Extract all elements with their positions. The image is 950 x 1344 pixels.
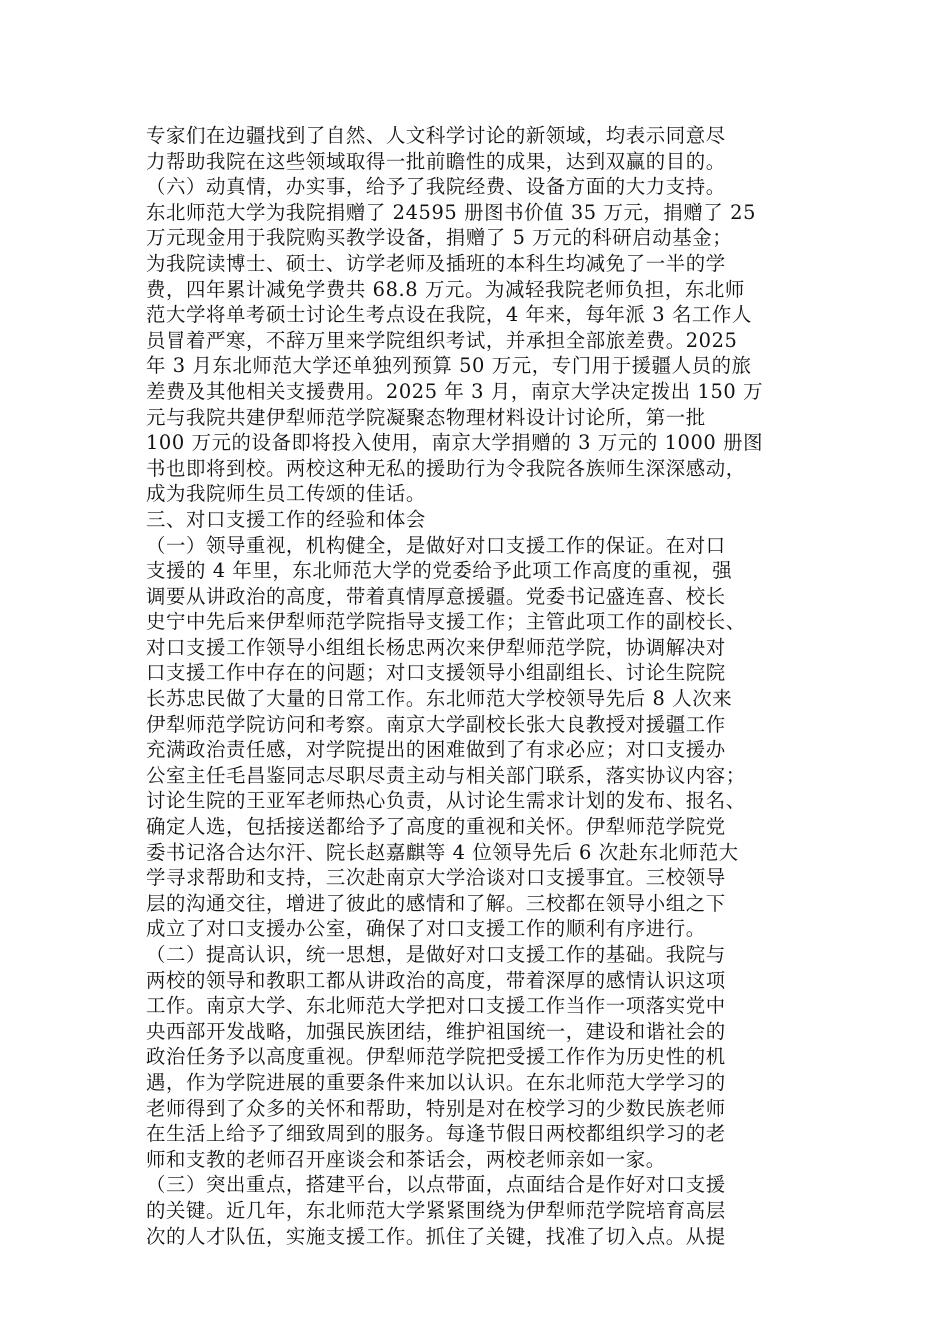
text-line: 为我院读博士、硕士、访学老师及插班的本科生均减免了一半的学 <box>146 251 726 275</box>
text-line: 政治任务予以高度重视。伊犁师范学院把受援工作作为历史性的机 <box>146 1045 726 1069</box>
text-line: 充满政治责任感，对学院提出的困难做到了有求必应；对口支援办 <box>146 738 726 762</box>
text-line: 公室主任毛昌鉴同志尽职尽责主动与相关部门联系，落实协议内容； <box>146 763 746 787</box>
text-line: 年 3 月东北师范大学还单独列预算 50 万元，专门用于援疆人员的旅 <box>146 354 752 378</box>
text-line: 层的沟通交往，增进了彼此的感情和了解。三校都在领导小组之下 <box>146 891 726 915</box>
text-line: 伊犁师范学院访问和考察。南京大学副校长张大良教授对援疆工作 <box>146 712 726 736</box>
text-line: 次的人才队伍，实施支援工作。抓住了关键，找准了切入点。从提 <box>146 1224 726 1248</box>
text-line: 差费及其他相关支援费用。2025 年 3 月，南京大学决定拨出 150 万 <box>146 379 764 403</box>
text-line: （三）突出重点，搭建平台，以点带面，点面结合是作好对口支援 <box>146 1173 726 1197</box>
text-line: 老师得到了众多的关怀和帮助，特别是对在校学习的少数民族老师 <box>146 1096 726 1120</box>
text-line: 员冒着严寒，不辞万里来学院组织考试，并承担全部旅差费。2025 <box>146 328 738 352</box>
text-line: 成立了对口支援办公室，确保了对口支援工作的顺利有序进行。 <box>146 917 706 941</box>
text-line: 专家们在边疆找到了自然、人文科学讨论的新领域，均表示同意尽 <box>146 124 726 147</box>
text-line: 遇，作为学院进展的重要条件来加以认识。在东北师范大学学习的 <box>146 1070 726 1094</box>
text-line: 100 万元的设备即将投入使用，南京大学捐赠的 3 万元的 1000 册图 <box>146 431 764 455</box>
text-line: 费，四年累计减免学费共 68.8 万元。为减轻我院老师负担，东北师 <box>146 277 745 301</box>
text-line: （六）动真情，办实事，给予了我院经费、设备方面的大力支持。 <box>146 175 726 199</box>
text-line: （一）领导重视，机构健全，是做好对口支援工作的保证。在对口 <box>146 533 726 557</box>
text-line: 工作。南京大学、东北师范大学把对口支援工作当作一项落实党中 <box>146 994 726 1018</box>
text-line: 成为我院师生员工传颂的佳话。 <box>146 482 426 506</box>
text-line: 委书记洛合达尔汗、院长赵嘉麒等 4 位领导先后 6 次赴东北师范大 <box>146 840 739 864</box>
text-line: 范大学将单考硕士讨论生考点设在我院，4 年来，每年派 3 名工作人 <box>146 303 752 327</box>
text-line: 万元现金用于我院购买教学设备，捐赠了 5 万元的科研启动基金； <box>146 226 733 250</box>
text-line: 央西部开发战略，加强民族团结，维护祖国统一，建设和谐社会的 <box>146 1019 726 1043</box>
text-line: 书也即将到校。两校这种无私的援助行为令我院各族师生深深感动， <box>146 456 746 480</box>
text-line: 对口支援工作领导小组组长杨忠两次来伊犁师范学院，协调解决对 <box>146 635 726 659</box>
text-line: 长苏忠民做了大量的日常工作。东北师范大学校领导先后 8 人次来 <box>146 687 733 711</box>
text-line: 东北师范大学为我院捐赠了 24595 册图书价值 35 万元，捐赠了 25 <box>146 200 757 224</box>
text-line: 学寻求帮助和支持，三次赴南京大学洽谈对口支援事宜。三校领导 <box>146 866 726 890</box>
text-line: （二）提高认识，统一思想，是做好对口支援工作的基础。我院与 <box>146 943 726 966</box>
text-line: 调要从讲政治的高度，带着真情厚意援疆。党委书记盛连喜、校长 <box>146 584 726 608</box>
text-line: 史宁中先后来伊犁师范学院指导支援工作；主管此项工作的副校长、 <box>146 610 746 634</box>
text-line: 元与我院共建伊犁师范学院凝聚态物理材料设计讨论所，第一批 <box>146 405 706 429</box>
text-line: 的关键。近几年，东北师范大学紧紧围绕为伊犁师范学院培育高层 <box>146 1198 726 1222</box>
body-text <box>146 123 826 1249</box>
text-line: 确定人选，包括接送都给予了高度的重视和关怀。伊犁师范学院党 <box>146 815 726 839</box>
text-line: 力帮助我院在这些领域取得一批前瞻性的成果，达到双赢的目的。 <box>146 149 726 173</box>
text-line: 三、对口支援工作的经验和体会 <box>146 507 426 531</box>
text-line: 讨论生院的王亚军老师热心负责，从讨论生需求计划的发布、报名、 <box>146 789 746 813</box>
text-line: 师和支教的老师召开座谈会和茶话会，两校老师亲如一家。 <box>146 1147 666 1171</box>
text-line: 两校的领导和教职工都从讲政治的高度，带着深厚的感情认识这项 <box>146 968 726 992</box>
text-line: 支援的 4 年里，东北师范大学的党委给予此项工作高度的重视，强 <box>146 559 733 583</box>
text-line: 口支援工作中存在的问题；对口支援领导小组副组长、讨论生院院 <box>146 661 726 685</box>
text-line: 在生活上给予了细致周到的服务。每逢节假日两校都组织学习的老 <box>146 1122 726 1146</box>
